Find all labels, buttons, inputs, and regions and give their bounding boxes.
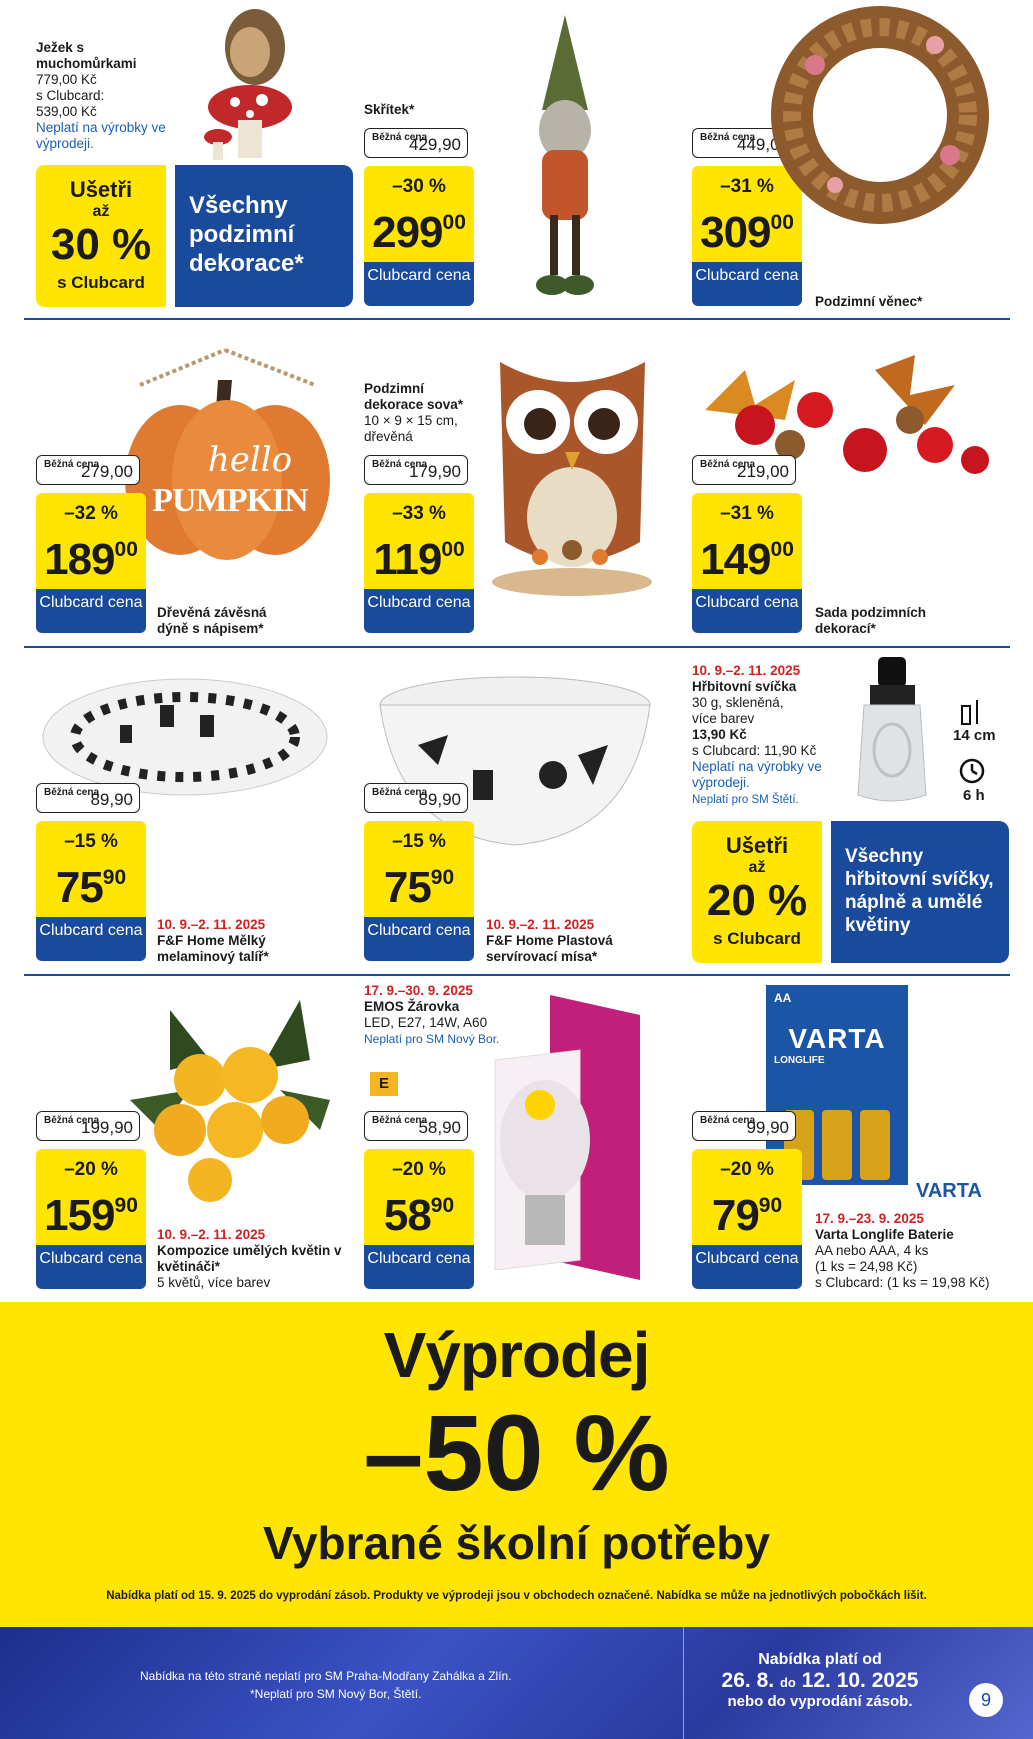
candle-desc2: více barev — [692, 711, 755, 726]
gnome-name: Skřítek* — [364, 102, 415, 117]
hedgehog-image — [200, 2, 300, 162]
bulb-regular-price: Běžná cena 58,90 — [364, 1111, 468, 1141]
varta-logo: VARTA — [916, 1180, 982, 1202]
save2-with: s Clubcard — [713, 929, 801, 948]
battery-text — [815, 1211, 1020, 1291]
bulb-desc: LED, E27, 14W, A60 — [364, 1015, 488, 1030]
owl-desc1: 10 × 9 × 15 cm, — [364, 413, 458, 428]
all-candles-box: Všechny hřbitovní svíčky, náplně a umělé květiny — [831, 821, 1009, 963]
bowl-clubcard-label: Clubcard cena — [364, 917, 474, 961]
divider-1 — [24, 318, 1010, 320]
battery-name: Varta Longlife Baterie — [815, 1227, 954, 1242]
set-regular-price: Běžná cena 219,00 — [692, 455, 796, 485]
battery-regular-price: Běžná cena 99,90 — [692, 1111, 796, 1141]
candle-height-icon — [960, 698, 982, 726]
sale-percent: –50 % — [363, 1392, 670, 1513]
battery-desc1: AA nebo AAA, 4 ks — [815, 1243, 929, 1258]
bowl-regular-price: Běžná cena 89,90 — [364, 783, 468, 813]
owl-regular-price: Běžná cena 179,90 — [364, 455, 468, 485]
hedgehog-name: Ježek s muchomůrkami — [36, 40, 137, 71]
owl-desc2: dřevěná — [364, 429, 413, 444]
bowl-date: 10. 9.–2. 11. 2025 — [486, 917, 595, 932]
battery-clubcard-label: Clubcard cena — [692, 1245, 802, 1289]
save2-title: Ušetři — [725, 833, 789, 858]
pumpkin-discount: –32 % $189^{00}$ — [36, 493, 146, 589]
save-box-30 — [36, 165, 166, 307]
flowers-image — [110, 980, 350, 1210]
pumpkin-sign-hello: hello — [207, 440, 293, 480]
owl-text — [364, 381, 484, 445]
pumpkin-sign-text: PUMPKIN — [152, 482, 308, 519]
plate-clubcard-label: Clubcard cena — [36, 917, 146, 961]
flowers-text — [157, 1227, 357, 1291]
sale-subtitle: Vybrané školní potřeby — [263, 1517, 770, 1569]
validity-from: 26. 8. — [721, 1669, 775, 1692]
flowers-desc: 5 květů, více barev — [157, 1275, 271, 1290]
hedgehog-club-price: 539,00 Kč — [36, 104, 97, 119]
candle-date: 10. 9.–2. 11. 2025 — [692, 663, 801, 678]
bowl-name: F&F Home Plastová servírovací mísa* — [486, 933, 613, 964]
owl-clubcard-label: Clubcard cena — [364, 589, 474, 633]
sale-disclaimer: Nabídka platí od 15. 9. 2025 do vyprodání zásob. Produkty ve výprodeji jsou v obchodech označené. Nabídka se může na jednotlivých pobočkách lišit. — [106, 1590, 927, 1602]
flowers-discount: –20 % $159^{90}$ — [36, 1149, 146, 1245]
gnome-image — [520, 10, 610, 305]
flowers-name: Kompozice umělých květin v květináči* — [157, 1243, 342, 1274]
save-sub: až — [92, 203, 110, 220]
flowers-date: 10. 9.–2. 11. 2025 — [157, 1227, 266, 1242]
candle-desc1: 30 g, skleněná, — [692, 695, 784, 710]
wreath-regular-price: Běžná cena 449,00 — [692, 128, 796, 158]
candle-burn-time: 6 h — [963, 787, 985, 804]
owl-name: Podzimní dekorace sova* — [364, 381, 464, 412]
gnome-clubcard-label: Clubcard cena — [364, 262, 474, 306]
validity-to: 12. 10. 2025 — [801, 1669, 919, 1692]
bulb-discount: –20 % $58^{90}$ — [364, 1149, 474, 1245]
wreath-image — [765, 5, 995, 227]
candle-note: Neplatí na výrobky ve výprodeji. — [692, 759, 822, 790]
flowers-clubcard-label: Clubcard cena — [36, 1245, 146, 1289]
bulb-name: EMOS Žárovka — [364, 999, 460, 1014]
save-with: s Clubcard — [57, 273, 145, 292]
wreath-discount: –31 % $309^{00}$ — [692, 166, 802, 262]
battery-discount: –20 % $79^{90}$ — [692, 1149, 802, 1245]
plate-name: F&F Home Mělký melaminový talíř* — [157, 933, 269, 964]
flowers-regular-price: Běžná cena 199,90 — [36, 1111, 140, 1141]
wreath-clubcard-label: Clubcard cena — [692, 262, 802, 306]
battery-pack-size: AA — [774, 991, 792, 1005]
wreath-name: Podzimní věnec* — [815, 294, 923, 309]
candle-image — [850, 655, 935, 805]
sale-band — [0, 1302, 1033, 1627]
footer-note1: Nabídka na této straně neplatí pro SM Praha-Modřany Zahálka a Zlín. — [140, 1669, 512, 1683]
footer — [0, 1627, 1033, 1739]
candle-club-price: s Clubcard: 11,90 Kč — [692, 743, 817, 758]
plate-date: 10. 9.–2. 11. 2025 — [157, 917, 266, 932]
set-name: Sada podzimních dekorací* — [815, 605, 927, 636]
page-number: 9 — [969, 1683, 1003, 1717]
save-pct: 30 % — [50, 220, 152, 269]
plate-text — [157, 917, 307, 965]
save2-pct: 20 % — [706, 876, 808, 925]
set-discount: –31 % $149^{00}$ — [692, 493, 802, 589]
divider-3 — [24, 974, 1010, 976]
bulb-note: Neplatí pro SM Nový Bor. — [364, 1032, 500, 1046]
validity-to-word: do — [779, 1675, 796, 1690]
battery-date: 17. 9.–23. 9. 2025 — [815, 1211, 924, 1226]
battery-desc2: (1 ks = 24,98 Kč) — [815, 1259, 918, 1274]
candle-height: 14 cm — [953, 727, 996, 744]
energy-label: E — [370, 1072, 398, 1096]
bowl-text — [486, 917, 636, 965]
set-clubcard-label: Clubcard cena — [692, 589, 802, 633]
candle-price: 13,90 Kč — [692, 727, 747, 742]
battery-pack-brand: VARTA — [788, 1023, 886, 1054]
pumpkin-name: Dřevěná závěsná dýně s nápisem* — [157, 605, 267, 636]
candle-name: Hřbitovní svíčka — [692, 679, 797, 694]
bulb-text — [364, 983, 504, 1047]
hedgehog-note: Neplatí na výrobky ve výprodeji. — [36, 120, 166, 151]
clock-icon — [958, 757, 986, 785]
plate-discount: –15 % $75^{90}$ — [36, 821, 146, 917]
bulb-clubcard-label: Clubcard cena — [364, 1245, 474, 1289]
validity-label: Nabídka platí od — [758, 1651, 882, 1668]
validity-end: nebo do vyprodání zásob. — [727, 1693, 913, 1710]
hedgehog-text — [36, 40, 166, 152]
save-title: Ušetři — [69, 177, 133, 202]
owl-image — [480, 342, 665, 597]
hedgehog-club-label: s Clubcard: — [36, 88, 105, 103]
battery-pack-sub: LONGLIFE — [774, 1055, 825, 1066]
all-autumn-decor-box: Všechny podzimní dekorace* — [175, 165, 353, 307]
validity — [690, 1651, 950, 1710]
owl-discount: –33 % $119^{00}$ — [364, 493, 474, 589]
pumpkin-clubcard-label: Clubcard cena — [36, 589, 146, 633]
candle-text — [692, 663, 857, 808]
gnome-discount: –30 % $299^{00}$ — [364, 166, 474, 262]
plate-regular-price: Běžná cena 89,90 — [36, 783, 140, 813]
bowl-discount: –15 % $75^{90}$ — [364, 821, 474, 917]
save-box-20 — [692, 821, 822, 963]
pumpkin-regular-price: Běžná cena 279,00 — [36, 455, 140, 485]
hedgehog-price: 779,00 Kč — [36, 72, 97, 87]
candle-note2: Neplatí pro SM Štětí. — [692, 794, 799, 806]
divider-2 — [24, 646, 1010, 648]
battery-desc3: s Clubcard: (1 ks = 19,98 Kč) — [815, 1275, 990, 1290]
sale-title: Výprodej — [383, 1319, 650, 1391]
plate-image — [40, 675, 330, 800]
save2-sub: až — [748, 859, 766, 876]
bulb-date: 17. 9.–30. 9. 2025 — [364, 983, 473, 998]
bulb-image — [490, 990, 645, 1285]
footer-note2: *Neplatí pro SM Nový Bor, Štětí. — [250, 1687, 422, 1701]
gnome-regular-price: Běžná cena 429,90 — [364, 128, 468, 158]
